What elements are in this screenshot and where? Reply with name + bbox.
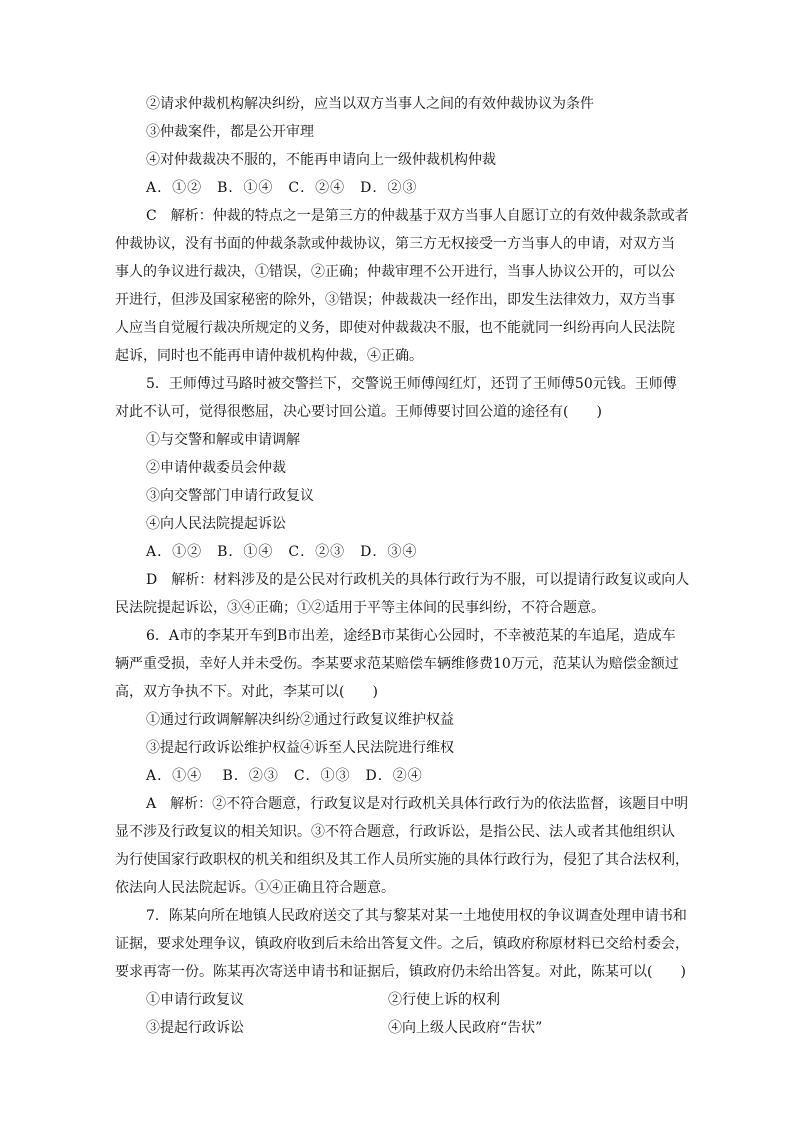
q6-analysis-line-4: 依法向人民法院起诉。①④正确且符合题意。 [115,880,395,896]
q7-stem-line-3: 要求再寄一份。陈某再次寄送申请书和证据后，镇政府仍未给出答复。对此，陈某可以( ) [115,964,686,980]
q4-statement-4: ④对仲裁裁决不服的，不能再申请向上一级仲裁机构仲裁 [146,152,496,168]
q7-statement-2: ②行使上诉的权利 [388,992,500,1008]
q4-analysis-line-5: 人应当自觉履行裁决所规定的义务，即使对仲裁裁决不服，也不能就同一纠纷再向人民法院 [115,320,675,336]
q5-stem-line-2: 对此不认可，觉得很憋屈，决心要讨回公道。王师傅要讨回公道的途径有( ) [115,404,602,420]
q7-statement-4: ④向上级人民政府“告状” [388,1020,543,1036]
q6-analysis-line-2: 显不涉及行政复议的相关知识。③不符合题意，行政诉讼，是指公民、法人或者其他组织认 [115,824,675,840]
q5-statement-4: ④向人民法院提起诉讼 [146,516,286,532]
q6-analysis-line-3: 为行使国家行政职权的机关和组织及其工作人员所实施的具体行政行为，侵犯了其合法权利， [115,852,689,868]
q4-statement-2: ②请求仲裁机构解决纠纷，应当以双方当事人之间的有效仲裁协议为条件 [146,96,594,112]
q4-analysis-line-6: 起诉，同时也不能再申请仲裁机构仲裁，④正确。 [115,348,423,364]
q4-analysis-line-1: C 解析：仲裁的特点之一是第三方的仲裁基于双方当事人自愿订立的有效仲裁条款或者 [146,208,689,224]
q4-statement-3: ③仲裁案件，都是公开审理 [146,124,314,140]
q6-analysis-line-1: A 解析：②不符合题意，行政复议是对行政机关具体行政行为的依法监督，该题目中明 [146,796,689,812]
q6-stem-line-1: 6．A市的李某开车到B市出差，途经B市某街心公园时，不幸被范某的车追尾，造成车 [146,628,676,644]
q7-stem-line-2: 证据，要求处理争议，镇政府收到后未给出答复文件。之后，镇政府称原材料已交给村委会， [115,936,689,952]
q5-statement-1: ①与交警和解或申请调解 [146,432,300,448]
q7-stem-line-1: 7．陈某向所在地镇人民政府送交了其与黎某对某一土地使用权的争议调查处理申请书和 [146,908,687,924]
q6-choices: A．①④ B．②③ C．①③ D．②④ [146,768,423,784]
q5-choices: A．①② B．①④ C．②③ D．③④ [146,544,418,560]
q7-statement-3: ③提起行政诉讼 [146,1020,244,1036]
q5-analysis-line-2: 民法院提起诉讼，③④正确；①②适用于平等主体间的民事纠纷，不符合题意。 [115,600,605,616]
q4-analysis-line-3: 事人的争议进行裁决，①错误，②正确；仲裁审理不公开进行，当事人协议公开的，可以公 [115,264,675,280]
q5-statement-2: ②申请仲裁委员会仲裁 [146,460,286,476]
q4-choices: A．①② B．①④ C．②④ D．②③ [146,180,418,196]
q4-analysis-line-4: 开进行，但涉及国家秘密的除外，③错误；仲裁裁决一经作出，即发生法律效力，双方当事 [115,292,675,308]
q5-stem-line-1: 5．王师傅过马路时被交警拦下，交警说王师傅闯红灯，还罚了王师傅50元钱。王师傅 [146,376,677,392]
q6-statements-3-4: ③提起行政诉讼维护权益④诉至人民法院进行维权 [146,740,454,756]
q6-stem-line-3: 高，双方争执不下。对此，李某可以( ) [115,684,378,700]
q5-statement-3: ③向交警部门申请行政复议 [146,488,314,504]
q6-stem-line-2: 辆严重受损，幸好人并未受伤。李某要求范某赔偿车辆维修费10万元，范某认为赔偿金额过 [115,656,679,672]
q4-analysis-line-2: 仲裁协议，没有书面的仲裁条款或仲裁协议，第三方无权接受一方当事人的申请，对双方当 [115,236,675,252]
q7-statement-1: ①申请行政复议 [146,992,244,1008]
q5-analysis-line-1: D 解析：材料涉及的是公民对行政机关的具体行政行为不服，可以提请行政复议或向人 [146,572,690,588]
q6-statements-1-2: ①通过行政调解解决纠纷②通过行政复议维护权益 [146,712,454,728]
